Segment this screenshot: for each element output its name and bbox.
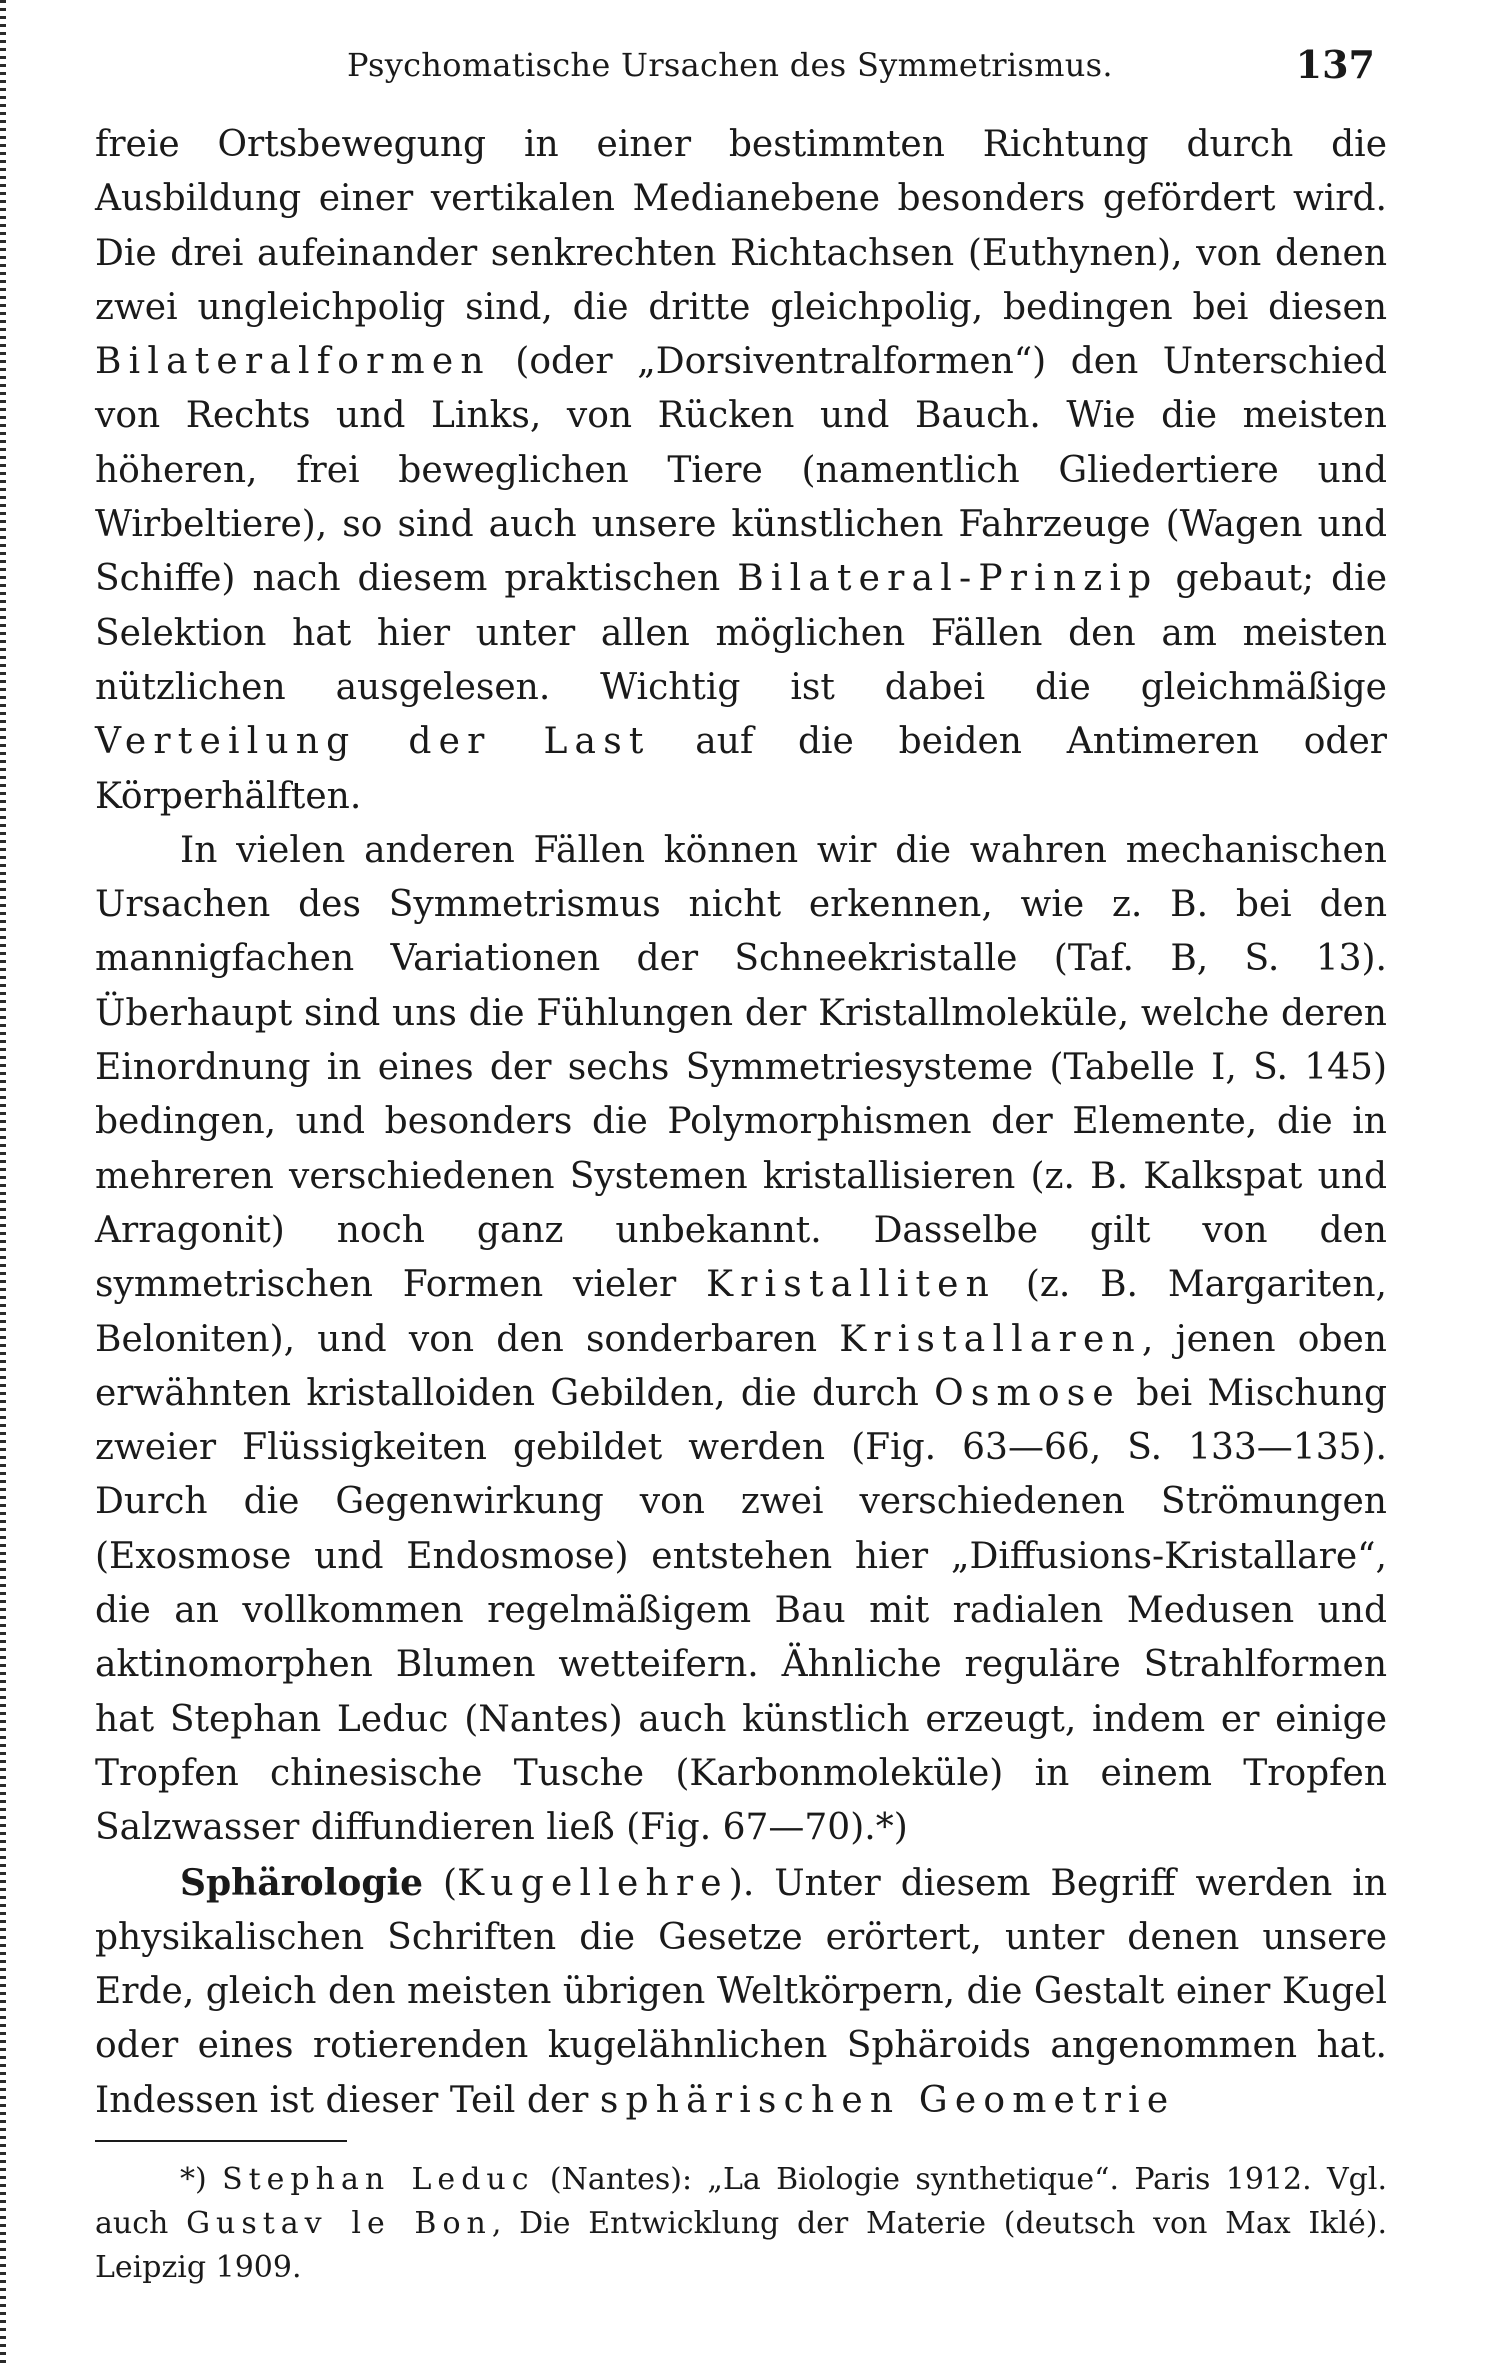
spaced-term: Stephan Leduc — [222, 2162, 535, 2197]
running-title: Psychomatische Ursachen des Symmetrismus. — [347, 46, 1113, 84]
paragraph-1 — [95, 118, 1387, 824]
footnote-rule — [95, 2140, 347, 2142]
text-run: gebaut; die Selektion hat hier unter allen möglichen Fällen den am meisten nützlichen ausgelesen. Wichtig ist dabei die gleichmäßige — [95, 558, 1387, 708]
footnote-marker: *) — [180, 2162, 223, 2197]
text-run: (z. B. Margariten, Beloniten), und von den sonderbaren — [95, 1264, 1387, 1360]
text-run: freie Ortsbewegung in einer bestimmten Richtung durch die Ausbildung einer vertikalen Medianebene besonders gefördert wird. Die drei aufeinander senkrechten Richtachsen (Euthynen), von denen zwei ungleichpolig sind, die dritte gleichpolig, bedingen bei diesen — [95, 124, 1387, 328]
spaced-term: Kugellehre — [457, 1862, 729, 1904]
text-run: (Nantes): „La Biologie synthetique“. Paris 1912. Vgl. auch — [95, 2162, 1387, 2241]
spaced-term: Bilateralformen — [95, 341, 491, 383]
text-run: bei Mischung zweier Flüssigkeiten gebildet werden (Fig. 63—66, S. 133—135). Durch die Gegenwirkung von zwei verschiedenen Strömungen (Exosmose und Endosmose) entstehen hier „Diffusions-Kristallare“, die an vollkommen regelmäßigem Bau mit radialen Medusen und aktinomorphen Blumen wetteifern. Ähnliche reguläre Strahlformen hat Stephan Leduc (Nantes) auch künstlich erzeugt, indem er einige Tropfen chinesische Tusche (Karbonmoleküle) in einem Tropfen Salzwasser diffundieren ließ (Fig. 67—70).*) — [95, 1372, 1387, 1849]
bold-term: Sphärologie — [180, 1861, 424, 1904]
body-text — [95, 118, 1387, 2128]
text-run: auf die beiden Antimeren oder Körperhälften. — [95, 721, 1387, 817]
footnotes — [95, 2158, 1387, 2290]
text-run: (oder „Dorsiventralformen“) den Unterschied von Rechts und Links, von Rücken und Bauch. Wie die meisten höheren, frei beweglichen Tiere (namentlich Gliedertiere und Wirbeltiere), so sind auch unsere künstlichen Fahrzeuge (Wagen und Schiffe) nach diesem praktischen — [95, 341, 1387, 600]
text-run: ). Unter diesem Begriff werden in physikalischen Schriften die Gesetze erörtert, unter denen unsere Erde, gleich den meisten übrigen Weltkörpern, die Gestalt einer Kugel oder eines rotierenden kugelähnlichen Sphäroids angenommen hat. Indessen ist dieser Teil der — [95, 1862, 1388, 2121]
spaced-term: Kristallaren — [839, 1318, 1142, 1360]
text-run: ( — [423, 1862, 458, 1904]
scan-edge-decoration — [0, 0, 6, 2367]
text-run: In vielen anderen Fällen können wir die wahren mechanischen Ursachen des Symmetrismus nicht erkennen, wie z. B. bei den mannigfachen Variationen der Schneekristalle (Taf. B, S. 13). Überhaupt sind uns die Fühlungen der Kristallmoleküle, welche deren Einordnung in eines der sechs Symmetriesysteme (Tabelle I, S. 145) bedingen, und besonders die Polymorphismen der Elemente, die in mehreren verschiedenen Systemen kristallisieren (z. B. Kalkspat und Arragonit) noch ganz unbekannt. Dasselbe gilt von den symmetrischen Formen vieler — [95, 829, 1387, 1306]
page-number: 137 — [1295, 42, 1375, 87]
text-run: , Die Entwicklung der Materie (deutsch von Max Iklé). Leipzig 1909. — [95, 2206, 1387, 2285]
paragraph-2 — [95, 824, 1387, 1856]
spaced-term: Verteilung der Last — [95, 721, 651, 763]
spaced-term: Osmose — [934, 1372, 1121, 1414]
spaced-term: Kristalliten — [706, 1264, 996, 1306]
spaced-term: Gustav le Bon — [186, 2206, 492, 2241]
footnote-1 — [95, 2158, 1387, 2290]
spaced-term: sphärischen Geometrie — [599, 2079, 1176, 2121]
spaced-term: Bilateral-Prinzip — [737, 558, 1159, 600]
text-run: , jenen oben erwähnten kristalloiden Gebilden, die durch — [95, 1318, 1387, 1414]
running-head — [95, 40, 1375, 90]
paragraph-3 — [95, 1856, 1387, 2128]
